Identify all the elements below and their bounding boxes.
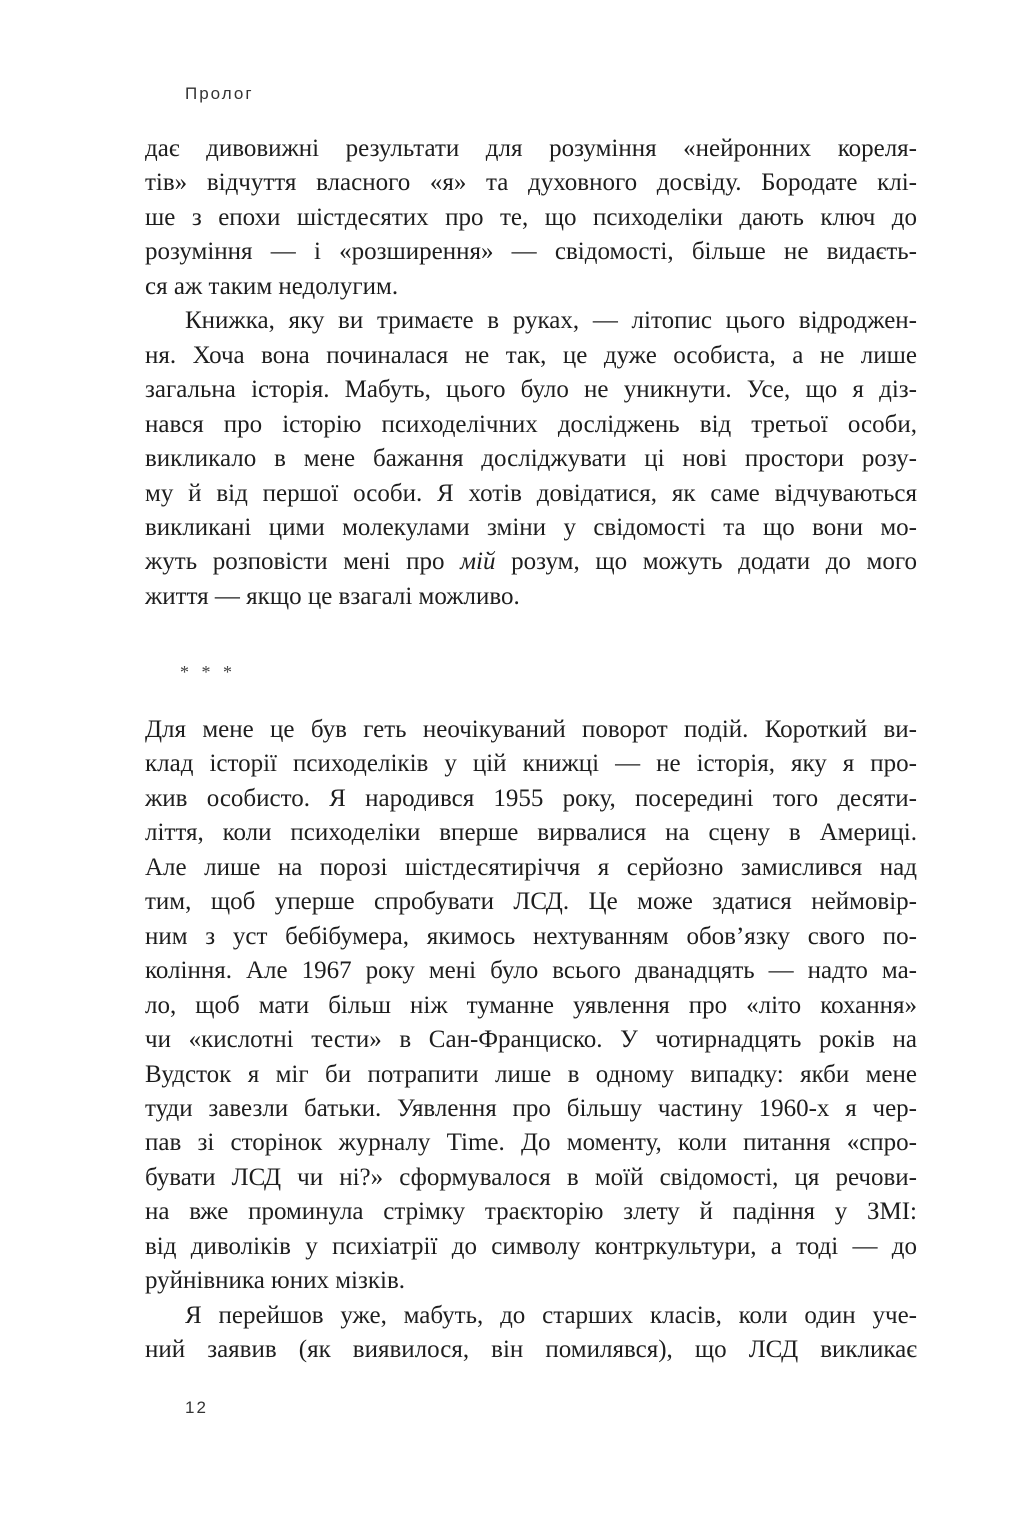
paragraph [145,1299,917,1368]
paragraph [145,304,917,614]
italic-emphasis: мій [460,548,496,576]
page-number: 12 [185,1398,208,1417]
text-line: викликані цими молекулами зміни у свідомості та що вони мо- [145,513,917,541]
text-line: ше з епохи шістдесятих про те, що психоделіки дають ключ до [145,203,917,231]
text-line: ло, щоб мати більш ніж туманне уявлення про «літо кохання» [145,991,917,1019]
text-line: від диволіків у психіатрії до символу контркультури, а тоді — до [145,1232,917,1260]
text-line: життя — якщо це взагалі можливо. [145,582,520,610]
text-line: нався про історію психоделічних досліджень від третьої особи, [145,410,917,438]
text-line: ліття, коли психоделіки вперше вирвалися на сцену в Америці. [145,819,917,847]
text-line: розуміння — і «розширення» — свідомості, більше не видаєть- [145,238,917,266]
text-line: тів» відчуття власного «я» та духовного досвіду. Бородате клі- [145,169,917,197]
running-head: Пролог [185,84,254,103]
text-line: руйнівника юних мізків. [145,1267,406,1295]
paragraph [145,132,917,304]
text-line: Для мене це був геть неочікуваний поворот подій. Короткий ви- [145,716,917,743]
text-line: бувати ЛСД чи ні?» сформувалося в моїй свідомості, ця речови- [145,1163,917,1191]
text-line [145,545,917,579]
text-line: му й від першої особи. Я хотів довідатися, як саме відчуваються [145,479,917,507]
text-line: коління. Але 1967 року мені було всього дванадцять — надто ма- [145,957,917,985]
text-line: пав зі сторінок журналу Time. До моменту, коли питання «спро- [145,1129,917,1157]
text-segment: розум, що можуть додати до мого [495,548,917,576]
paragraph-group-bottom [145,713,917,1368]
paragraph-group-top [145,132,917,614]
text-line: Книжка, яку ви тримаєте в руках, — літопис цього відроджен- [185,307,917,335]
text-line: загальна історія. Мабуть, цього було не уникнути. Усе, що я діз- [145,376,917,404]
text-line: на вже проминула стрімку траєкторію злету й падіння у ЗМІ: [145,1198,917,1226]
text-line: Я перейшов уже, мабуть, до старших класів, коли один уче- [185,1301,917,1329]
text-line: туди завезли батьки. Уявлення про більшу частину 1960-х я чер- [145,1094,917,1122]
text-line: ним з уст бебібумера, якимось нехтуванням обов’язку свого по- [145,922,917,950]
text-line: клад історії психоделіків у цій книжці — не історія, яку я про- [145,750,917,778]
text-line: ня. Хоча вона починалася не так, це дуже особиста, а не лише [145,341,917,369]
section-break: * * * [180,662,236,682]
text-line: викликало в мене бажання досліджувати ці нові простори розу- [145,445,917,473]
paragraph [145,713,917,1299]
text-line: тим, щоб уперше спробувати ЛСД. Це може здатися неймовір- [145,888,917,916]
text-line: ний заявив (як виявилося, він помилявся), що ЛСД викликає [145,1336,917,1364]
text-line: Вудсток я міг би потрапити лише в одному випадку: якби мене [145,1060,917,1088]
text-line: чи «кислотні тести» в Сан-Франциско. У чотирнадцять років на [145,1026,917,1054]
text-segment: жуть розповісти мені про [145,548,461,576]
text-line: жив особисто. Я народився 1955 року, посередині того десяти- [145,784,917,812]
text-line: ся аж таким недолугим. [145,272,399,300]
text-line: Але лише на порозі шістдесятиріччя я серйозно замислився над [145,853,917,881]
text-line: дає дивовижні результати для розуміння «нейронних кореля- [145,135,917,162]
